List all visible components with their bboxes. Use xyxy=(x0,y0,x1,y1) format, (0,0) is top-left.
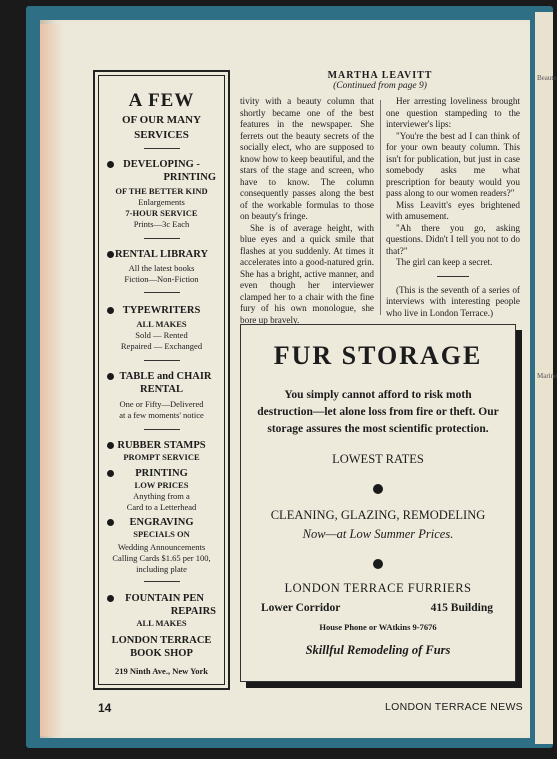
paragraph: The girl can keep a secret. xyxy=(396,257,493,267)
bullet-icon xyxy=(107,470,114,477)
bullet-icon xyxy=(373,559,383,569)
service-rental-library: RENTAL LIBRARY All the latest books Fiction—Non-Fiction xyxy=(99,248,224,285)
fur-ad-title: FUR STORAGE xyxy=(273,341,483,370)
divider xyxy=(144,581,180,582)
paragraph: Miss Leavitt's eyes brightened with amusement. xyxy=(386,199,520,221)
divider xyxy=(144,238,180,239)
divider xyxy=(144,148,180,149)
book-shop-ad xyxy=(93,70,230,690)
bullet-icon xyxy=(107,307,114,314)
ad-subtitle: OF OUR MANY SERVICES xyxy=(121,114,202,141)
service-rubber-stamps: RUBBER STAMPS PROMPT SERVICE xyxy=(99,439,224,463)
bullet-icon xyxy=(107,519,114,526)
next-page-edge xyxy=(535,12,557,744)
article-column-2 xyxy=(386,96,520,319)
service-printing: PRINTING LOW PRICES Anything from a Card to a Letterhead xyxy=(99,467,224,513)
series-note: (This is the seventh of a series of interviews with interesting people who live in London Terrace.) xyxy=(386,284,520,318)
fur-ad-tagline: Skillful Remodeling of Furs xyxy=(305,643,451,657)
article-continued-note: (Continued from page 9) xyxy=(333,81,427,91)
article-title: MARTHA LEAVITT xyxy=(327,70,433,81)
divider xyxy=(437,276,469,277)
divider xyxy=(144,292,180,293)
publication-name: LONDON TERRACE NEWS xyxy=(385,701,523,713)
book-shop-ad-frame xyxy=(98,75,225,685)
fur-ad-company: LONDON TERRACE FURRIERS xyxy=(284,581,472,595)
shop-address: 219 Ninth Ave., New York xyxy=(114,666,209,676)
fur-storage-ad xyxy=(240,324,516,682)
next-page-snippet: Marine xyxy=(537,372,557,380)
divider xyxy=(144,360,180,361)
page-number: 14 xyxy=(98,701,112,715)
divider xyxy=(144,429,180,430)
service-fountain-pen: FOUNTAIN PEN REPAIRS ALL MAKES xyxy=(99,592,224,629)
fur-ad-rates: LOWEST RATES xyxy=(332,452,424,466)
service-developing: DEVELOPING - PRINTING OF THE BETTER KIND Enlargements 7-HOUR SERVICE Prints—3c Each xyxy=(99,158,224,230)
fur-ad-building: 415 Building xyxy=(430,602,493,614)
paragraph: Her arresting loveliness brought one question stampeding to the interviewer's lips: xyxy=(386,96,520,129)
fur-ad-pitch: You simply cannot afford to risk moth destruction—let alone loss from fire or theft. Our storage assures the most scientific protection. xyxy=(257,389,499,435)
bullet-icon xyxy=(107,595,114,602)
bullet-icon xyxy=(373,484,383,494)
next-page-snippet: Beaute xyxy=(537,74,557,82)
bullet-icon xyxy=(107,161,114,168)
bullet-icon xyxy=(107,251,114,258)
paragraph: tivity with a beauty column that shortly became one of the best features in the newspaper. She ferrets out the beauty secrets of the socially elect, who are supposed to know how to keep beautiful, and the stars of the stage and screen, who have to know. The column consequently passes along the best of the workable formulas to those on beauty's fringe. xyxy=(240,96,374,221)
paragraph: "Ah there you go, asking questions. Didn't I tell you not to do that?" xyxy=(386,222,520,256)
service-typewriters: TYPEWRITERS ALL MAKES Sold — Rented Repaired — Exchanged xyxy=(99,304,224,352)
fur-ad-phone: House Phone or WAtkins 9-7676 xyxy=(319,622,437,632)
service-engraving: ENGRAVING SPECIALS ON Wedding Announcements Calling Cards $1.65 per 100, including plate xyxy=(99,516,224,575)
shop-name: LONDON TERRACE BOOK SHOP xyxy=(111,635,212,659)
article-column-1 xyxy=(240,96,374,326)
paragraph: "You're the best ad I can think of for your own beauty column. This isn't for publication, but just in case somebody asks me what prescription for beauty would you pass along to our women readers?" xyxy=(386,130,520,198)
fur-ad-location: Lower Corridor xyxy=(261,602,341,614)
column-divider xyxy=(380,100,381,315)
bullet-icon xyxy=(107,373,114,380)
fur-ad-services: CLEANING, GLAZING, REMODELING xyxy=(270,508,486,522)
bullet-icon xyxy=(107,442,114,449)
page-gutter-shade xyxy=(40,24,64,736)
ad-title: A FEW xyxy=(128,90,195,111)
fur-ad-offer: Now—at Low Summer Prices. xyxy=(302,527,454,541)
service-table-chair: TABLE and CHAIR RENTAL One or Fifty—Delivered at a few moments' notice xyxy=(99,370,224,421)
paragraph: She is of average height, with blue eyes and a quick smile that flashes at you suddenly. At times it accelerates into a good-natured grin. She has a bright, active manner, and even though her interviewer clamped her to a chair with the fine fury of his own monologue, she bore up bravely. xyxy=(240,222,374,325)
